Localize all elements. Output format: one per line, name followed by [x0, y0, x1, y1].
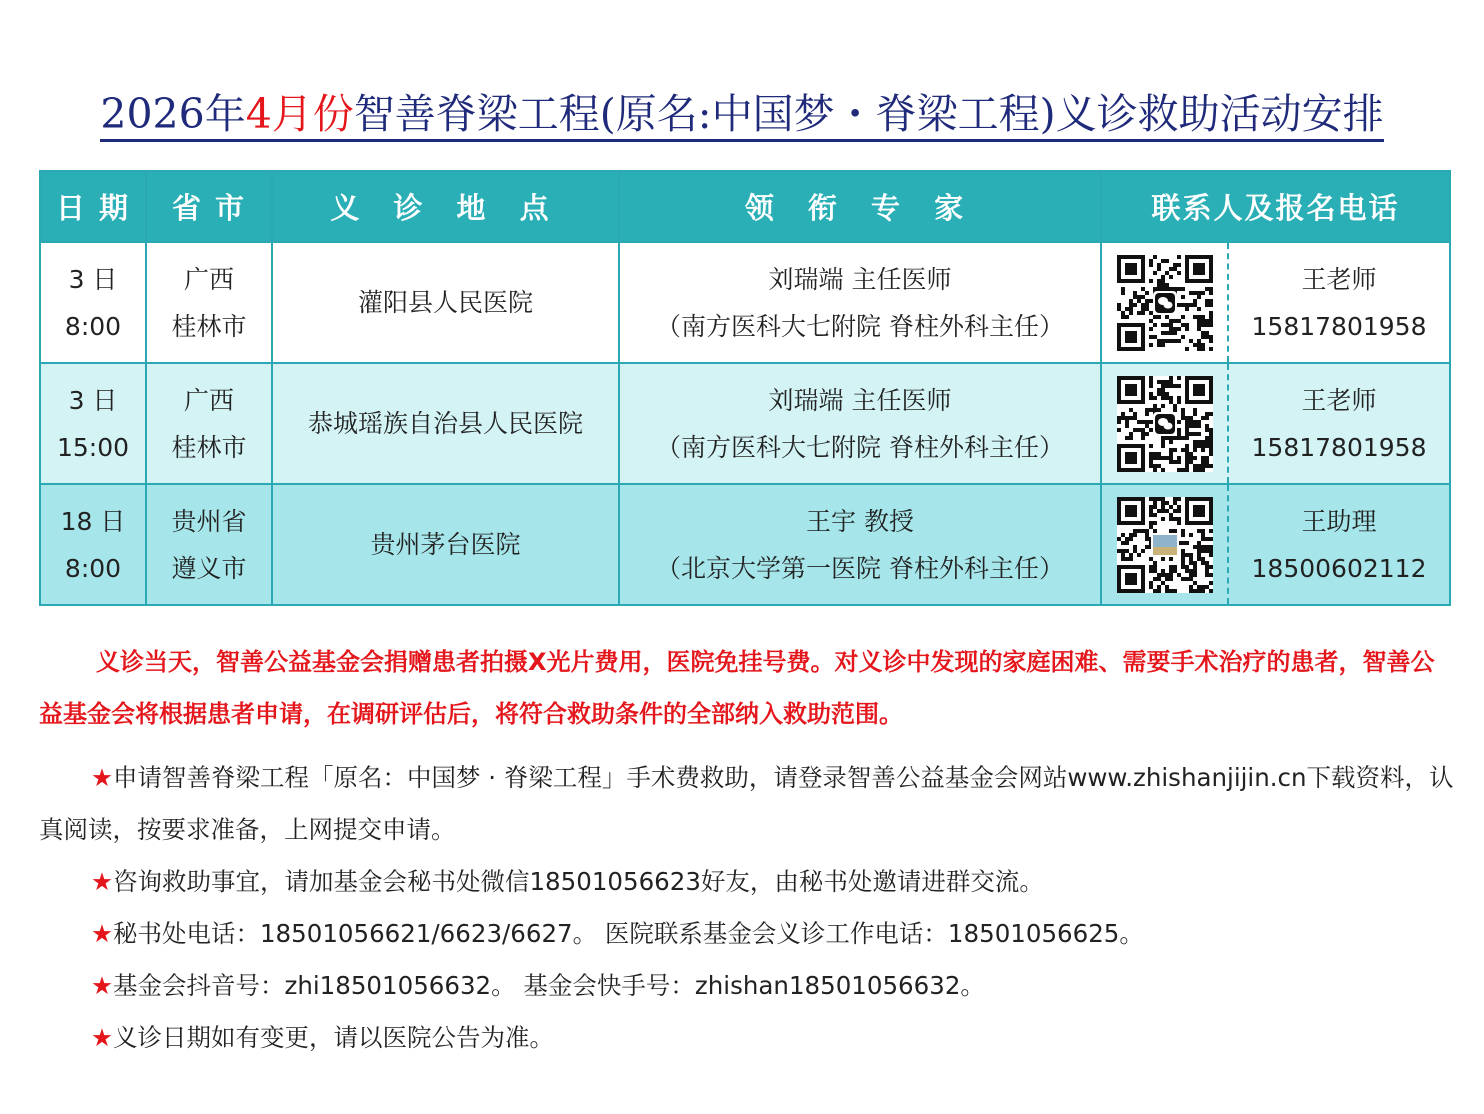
wechat-qr-icon: [1117, 255, 1213, 351]
city: 桂林市: [171, 432, 247, 462]
time: 15:00: [56, 432, 130, 462]
date-cell: [40, 242, 146, 363]
contact-name: 王老师: [1301, 385, 1377, 415]
province: 贵州省: [171, 506, 247, 536]
region-cell: [146, 363, 272, 484]
qr-cell: [1101, 242, 1228, 363]
note-text: 基金会抖音号：zhi18501056632。 基金会快手号：zhishan18501056632。: [112, 971, 985, 1000]
star-icon: ★: [91, 971, 113, 1000]
notes-list: [39, 752, 1454, 1064]
title-prefix: 2026年: [100, 90, 246, 138]
star-icon: ★: [91, 919, 113, 948]
city: 遵义市: [171, 553, 247, 583]
expert-cell: [619, 242, 1101, 363]
expert-name: 王宇 教授: [806, 506, 914, 536]
date-cell: [40, 363, 146, 484]
expert-org: （南方医科大七附院 脊柱外科主任）: [656, 432, 1064, 462]
note-text: 义诊日期如有变更，请以医院公告为准。: [112, 1023, 554, 1052]
note-text: 秘书处电话：18501056621/6623/6627。 医院联系基金会义诊工作电话：18501056625。: [112, 919, 1144, 948]
time: 8:00: [64, 311, 122, 341]
header-province: 省 市: [146, 171, 272, 242]
header-date: 日 期: [40, 171, 146, 242]
province: 广西: [183, 264, 234, 294]
table-row: [40, 242, 1450, 363]
notice-paragraph: 义诊当天，智善公益基金会捐赠患者拍摄X光片费用，医院免挂号费。对义诊中发现的家庭困难、需要手术治疗的患者，智善公益基金会将根据患者申请，在调研评估后，将符合救助条件的全部纳入救助范围。: [39, 648, 1435, 728]
note-item: [39, 856, 1454, 908]
day: 3 日: [68, 264, 118, 294]
contact-cell: [1228, 363, 1450, 484]
expert-cell: [619, 484, 1101, 605]
location-cell: 恭城瑶族自治县人民医院: [272, 363, 619, 484]
schedule-table: [39, 170, 1451, 606]
header-expert: 领 衔 专 家: [619, 171, 1101, 242]
star-icon: ★: [91, 763, 113, 792]
note-item: [39, 960, 1454, 1012]
personal-qr-icon: [1117, 497, 1213, 593]
contact-phone: 15817801958: [1251, 311, 1427, 341]
time: 8:00: [64, 553, 122, 583]
table-row: [40, 484, 1450, 605]
expert-name: 刘瑞端 主任医师: [768, 264, 952, 294]
note-item: [39, 1012, 1454, 1064]
header-contact: 联系人及报名电话: [1101, 171, 1450, 242]
note-text: 申请智善脊梁工程「原名：中国梦 · 脊梁工程」手术费救助，请登录智善公益基金会网站www.zhishanjijin.cn下载资料，认真阅读，按要求准备，上网提交申请。: [39, 763, 1454, 844]
contact-name: 王助理: [1301, 506, 1377, 536]
contact-phone: 15817801958: [1251, 432, 1427, 462]
contact-cell: [1228, 484, 1450, 605]
star-icon: ★: [91, 1023, 113, 1052]
header-location: 义 诊 地 点: [272, 171, 619, 242]
expert-org: （南方医科大七附院 脊柱外科主任）: [656, 311, 1064, 341]
qr-cell: [1101, 484, 1228, 605]
expert-name: 刘瑞端 主任医师: [768, 385, 952, 415]
star-icon: ★: [91, 867, 113, 896]
expert-cell: [619, 363, 1101, 484]
qr-cell: [1101, 363, 1228, 484]
page-title: [0, 84, 1484, 144]
title-suffix: 智善脊梁工程(原名:中国梦・脊梁工程)义诊救助活动安排: [353, 90, 1384, 138]
contact-cell: [1228, 242, 1450, 363]
table-row: [40, 363, 1450, 484]
expert-org: （北京大学第一医院 脊柱外科主任）: [656, 553, 1064, 583]
location-cell: 贵州茅台医院: [272, 484, 619, 605]
region-cell: [146, 484, 272, 605]
title-month: 4月份: [245, 90, 354, 138]
region-cell: [146, 242, 272, 363]
table-header-row: [40, 171, 1450, 242]
city: 桂林市: [171, 311, 247, 341]
date-cell: [40, 484, 146, 605]
wechat-qr-icon: [1117, 376, 1213, 472]
note-item: [39, 908, 1454, 960]
contact-name: 王老师: [1301, 264, 1377, 294]
province: 广西: [183, 385, 234, 415]
note-item: [39, 752, 1454, 856]
note-text: 咨询救助事宜，请加基金会秘书处微信18501056623好友，由秘书处邀请进群交流。: [112, 867, 1044, 896]
location-cell: 灌阳县人民医院: [272, 242, 619, 363]
contact-phone: 18500602112: [1251, 553, 1427, 583]
day: 18 日: [60, 506, 126, 536]
day: 3 日: [68, 385, 118, 415]
